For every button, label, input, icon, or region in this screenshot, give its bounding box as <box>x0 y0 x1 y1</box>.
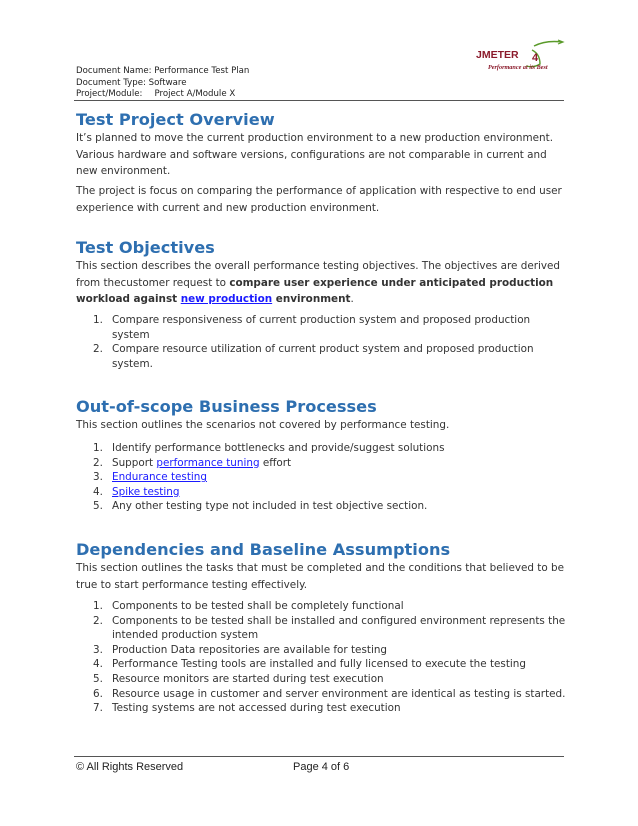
list-item: 2. Compare resource utilization of current product system and proposed production system. <box>93 343 534 370</box>
overview-paragraph-1: It’s planned to move the current production environment to a new production environment. Various hardware and software versions, configurations are not comparable in current and new environment. <box>76 132 553 177</box>
objectives-bold-text: compare user experience under anticipated production workload against new production environment <box>76 276 554 305</box>
list-item: 6. Resource usage in customer and server environment are identical as testing is started. <box>93 687 566 700</box>
footer-copyright: © All Rights Reserved <box>76 761 184 773</box>
list-item: 5. Any other testing type not included in test objective section. <box>93 500 428 513</box>
heading-test-project-overview: Test Project Overview <box>76 110 275 129</box>
list-item: 1. Identify performance bottlenecks and provide/suggest solutions <box>93 442 445 454</box>
header-divider <box>74 100 564 101</box>
out-of-scope-paragraph: This section outlines the scenarios not covered by performance testing. <box>76 419 450 431</box>
jmeter-logo <box>474 38 566 78</box>
list-item: 4. Performance Testing tools are installed and fully licensed to execute the testing <box>93 658 526 671</box>
svg-text:4: 4 <box>532 52 539 64</box>
performance-tuning-link[interactable]: performance tuning <box>156 456 260 469</box>
document-type: Document Type: Software <box>76 77 187 88</box>
list-item: 4. Spike testing <box>93 485 180 498</box>
list-item: 7. Testing systems are not accessed during test execution <box>93 702 401 715</box>
document-header-meta <box>76 66 249 101</box>
list-item: 1. Compare responsiveness of current production system and proposed production system <box>93 314 531 341</box>
project-module: Project/Module: Project A/Module X <box>76 89 236 100</box>
new-production-link[interactable]: new production <box>180 293 273 305</box>
list-item: 5. Resource monitors are started during test execution <box>93 672 384 685</box>
footer-divider <box>74 756 564 757</box>
spike-testing-link[interactable]: Spike testing <box>112 485 180 498</box>
list-item: 2. Components to be tested shall be installed and configured environment represents the intended production system <box>93 614 566 642</box>
footer-page-number: Page 4 of 6 <box>293 761 350 773</box>
objectives-list <box>76 313 566 371</box>
objectives-paragraph: This section describes the overall performance testing objectives. The objectives are derived from thecustomer request to compare user experience under anticipated production workload against new production environment. <box>76 260 561 305</box>
svg-text:Performance at its Best: Performance at its Best <box>488 64 548 71</box>
endurance-testing-link[interactable]: Endurance testing <box>112 471 207 484</box>
heading-out-of-scope: Out-of-scope Business Processes <box>76 397 377 416</box>
list-item: 1. Components to be tested shall be completely functional <box>93 600 404 612</box>
heading-dependencies: Dependencies and Baseline Assumptions <box>76 540 451 559</box>
out-of-scope-list <box>76 441 566 514</box>
dependencies-paragraph: This section outlines the tasks that must be completed and the conditions that believed to be true to start performance testing effectively. <box>76 562 564 591</box>
list-item: 3. Production Data repositories are available for testing <box>93 643 388 656</box>
document-name: Document Name: Performance Test Plan <box>76 66 250 76</box>
overview-paragraph-2: The project is focus on comparing the performance of application with respective to end user experience with current and new production environment. <box>76 185 562 214</box>
dependencies-list <box>76 599 566 716</box>
list-item: 2. Support performance tuning effort <box>93 456 292 469</box>
list-item: 3. Endurance testing <box>93 471 207 484</box>
heading-test-objectives: Test Objectives <box>76 238 215 257</box>
svg-text:JMETER: JMETER <box>476 49 519 61</box>
